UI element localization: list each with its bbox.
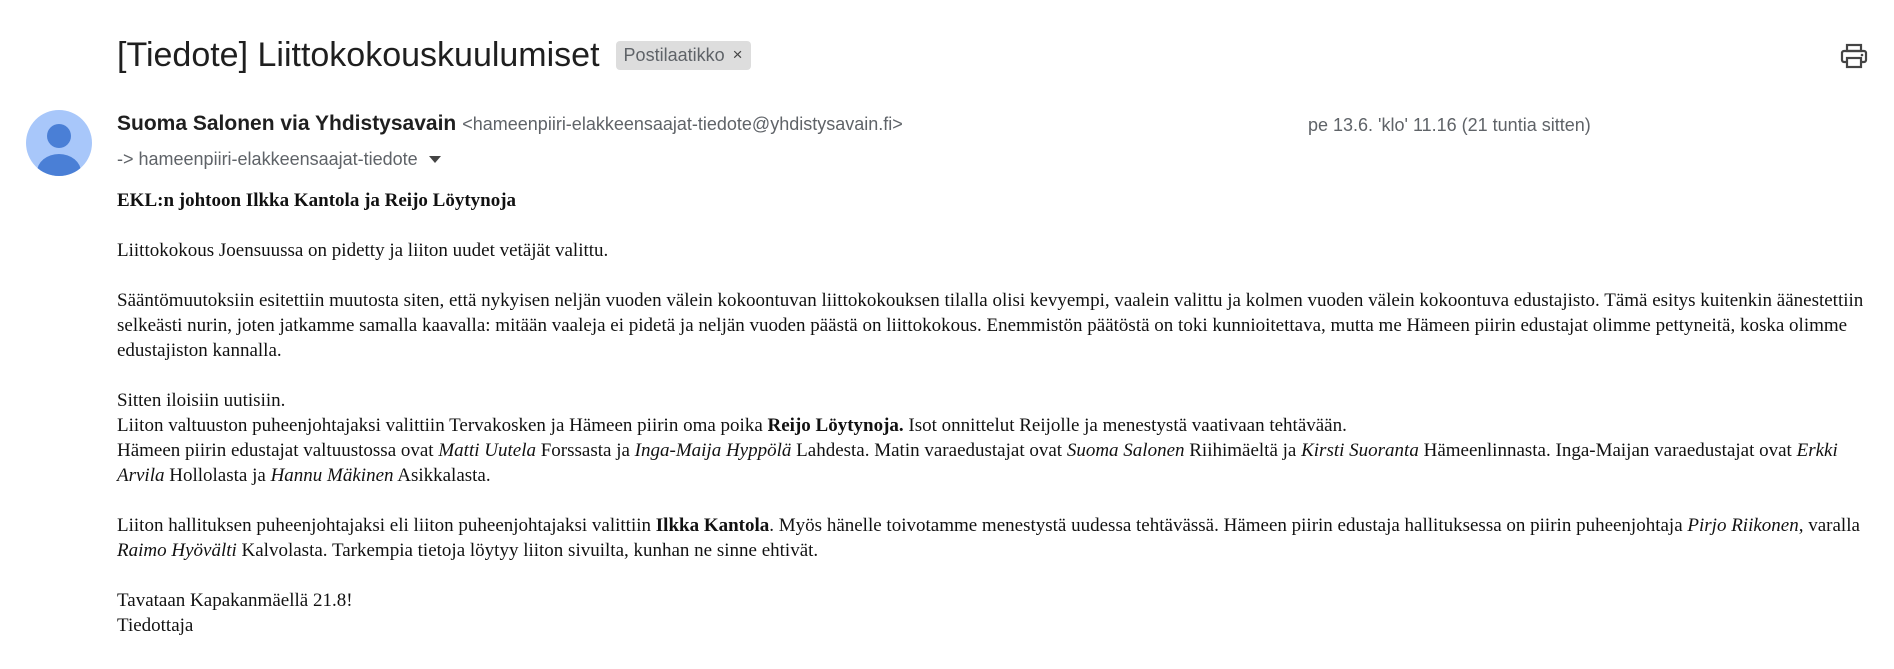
body-text: , varalla [1798,515,1860,536]
body-text: Forssasta ja [535,440,635,461]
person-name-italic: Erkki Arvila [117,440,1838,486]
show-details-button[interactable] [428,154,442,164]
print-icon [1840,43,1868,69]
recipient-row [117,146,442,172]
email-subject: [Tiedote] Liittokokouskuulumiset [117,35,600,74]
person-name-bold: Reijo Löytynoja. [767,415,904,436]
person-name-italic: Raimo Hyövälti [117,540,237,561]
body-text: Liiton valtuuston puheenjohtajaksi valittiin Tervakosken ja Hämeen piirin oma poika [117,415,768,436]
body-text: Sitten iloisiin uutisiin. [117,390,286,411]
body-text: . Myös hänelle toivotamme menestystä uudessa tehtävässä. Hämeen piirin edustaja hallituksessa on piirin puheenjohtaja [769,515,1688,536]
body-text: Liiton hallituksen puheenjohtajaksi eli liiton puheenjohtajaksi valittiin [117,515,656,536]
person-name-italic: Kirsti Suoranta [1301,440,1419,461]
recipient-text: -> hameenpiiri-elakkeensaajat-tiedote [117,148,418,169]
body-text: Kalvolasta. Tarkempia tietoja löytyy liiton sivuilta, kunhan ne sinne ehtivät. [236,540,819,561]
person-avatar-icon [26,110,92,176]
print-button[interactable] [1838,40,1870,72]
sender-email: <hameenpiiri-elakkeensaajat-tiedote@yhdistysavain.fi> [462,114,903,134]
label-chip-text: Postilaatikko [623,44,725,65]
body-paragraph [117,388,1877,488]
body-text: Asikkalasta. [393,465,491,486]
person-name-italic: Suoma Salonen [1066,440,1185,461]
body-paragraph [117,588,1877,638]
subject-row [117,30,751,80]
person-name-italic: Matti Uutela [438,440,536,461]
body-text: Riihimäeltä ja [1184,440,1302,461]
email-body [117,188,1877,663]
body-heading: EKL:n johtoon Ilkka Kantola ja Reijo Löytynoja [117,190,517,211]
body-paragraph [117,513,1877,563]
label-chip-inbox[interactable] [616,41,751,70]
caret-down-icon [428,154,442,164]
body-text: Isot onnittelut Reijolle ja menestystä vaativaan tehtävään. [903,415,1347,436]
person-name-italic: Hannu Mäkinen [270,465,394,486]
body-text: Hämeenlinnasta. Inga-Maijan varaedustajat ovat [1418,440,1797,461]
person-name-italic: Pirjo Riikonen [1687,515,1799,536]
body-text: Hämeen piirin edustajat valtuustossa ovat [117,440,439,461]
sender-name[interactable]: Suoma Salonen via Yhdistysavain [117,112,457,135]
sender-row [117,112,903,140]
sender-avatar[interactable] [26,110,92,176]
remove-label-icon[interactable]: × [732,45,743,64]
body-paragraph: Sääntömuutoksiin esitettiin muutosta siten, että nykyisen neljän vuoden välein kokoontuvan liittokokouksen tilalla olisi kevyempi, vaalein valittu ja kolmen vuoden välein kokoontuva edustajisto. Tämä esitys kuitenkin äänestettiin selkeästi nurin, joten jatkamme samalla kaavalla: mitään vaaleja ei pidetä ja neljän vuoden päästä on liittokokous. Enemmistön päätöstä on toki kunnioitettava, mutta me Hämeen piirin edustajat olimme pettyneitä, koska olimme edustajiston kannalla. [117,290,1864,361]
body-text: Hollolasta ja [164,465,271,486]
email-date: pe 13.6. 'klo' 11.16 (21 tuntia sitten) [1308,115,1591,135]
body-paragraph: Liittokokous Joensuussa on pidetty ja liiton uudet vetäjät valittu. [117,240,609,261]
body-text: Tavataan Kapakanmäellä 21.8! [117,590,353,611]
signature: Tiedottaja [117,615,194,636]
person-name-bold: Ilkka Kantola [655,515,770,536]
body-text: Lahdesta. Matin varaedustajat ovat [791,440,1067,461]
person-name-italic: Inga-Maija Hyppölä [634,440,792,461]
